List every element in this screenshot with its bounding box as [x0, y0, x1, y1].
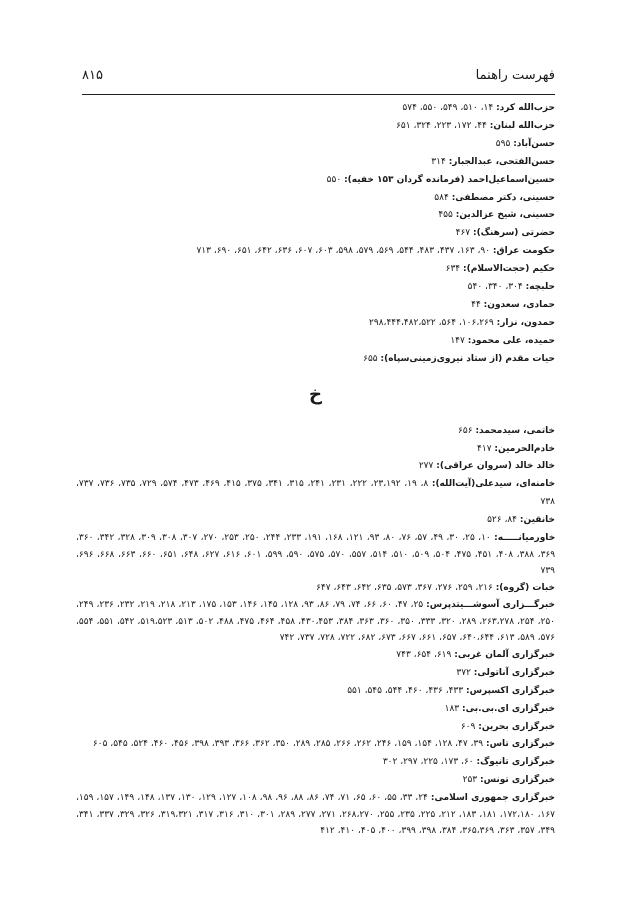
index-entry: [76, 315, 555, 333]
index-section-kha: [76, 423, 555, 840]
index-term: حسین‌اسماعیل‌احمد (فرمانده گردان ۱۵۳ خفیه):: [344, 174, 555, 185]
index-page-refs: ۴۳۳، ۴۳۶، ۴۶۰، ۵۴۴، ۵۴۵، ۵۵۱: [347, 685, 466, 696]
index-entry: [76, 790, 555, 840]
index-term: حسن‌الفتحی، عبدالجبار:: [448, 156, 555, 167]
index-entry: [76, 772, 555, 790]
index-term: خبرگـــزاری آسوشـــیتدپرس:: [426, 600, 556, 611]
index-page-refs: ۵۵۰: [326, 174, 345, 185]
index-entry: [76, 441, 555, 459]
index-entry: [76, 512, 555, 530]
index-entry: [76, 333, 555, 351]
index-page-refs: ۶۵۵: [363, 353, 381, 364]
index-term: خانقین:: [519, 515, 555, 526]
index-page-refs: ۴۱۷: [477, 443, 495, 454]
index-entry: [76, 683, 555, 701]
index-entry: [76, 701, 555, 719]
index-entry: [76, 225, 555, 243]
index-entry: [76, 154, 555, 172]
index-term: خاورمیانـــــه:: [494, 533, 556, 544]
index-page-refs: ۶۳۴: [445, 264, 464, 275]
index-page-refs: ۶۱۹، ۶۵۴، ۷۴۳: [396, 649, 455, 660]
index-term: حمدون، نزار:: [496, 317, 555, 328]
index-entry: [76, 243, 555, 261]
index-page-refs: ۳۹، ۴۷، ۱۲۸، ۱۵۴، ۱۵۹، ۲۴۶، ۲۶۲، ۲۶۶، ۲۸۵، ۲۸۹، ۳۵۰، ۳۶۲، ۳۶۶، ۳۹۳، ۳۹۸، ۴۵۶، ۴۶۰، ۵۲۴، ۵۴۵، ۶۰۵: [92, 739, 486, 750]
index-term: حکومت عراق:: [492, 246, 555, 257]
index-term: حسینی، دکتر مصطفی:: [451, 192, 555, 203]
index-entry: [76, 118, 555, 136]
index-term: خبرگزاری تونس:: [480, 775, 555, 786]
index-page-refs: ۶۰۹: [460, 721, 479, 732]
index-term: حزب‌الله لبنان:: [489, 120, 555, 131]
index-entry: [76, 351, 555, 369]
index-entry: [76, 580, 555, 598]
index-term: حسن‌آباد:: [513, 138, 555, 149]
index-entry: [76, 136, 555, 154]
index-term: حزب‌الله کرد:: [496, 103, 555, 113]
index-term: حمیده، علی محمود:: [467, 335, 555, 346]
index-entry: [76, 647, 555, 665]
index-page-refs: ۶۰، ۱۷۳، ۲۲۵، ۲۹۷، ۳۰۲: [382, 757, 477, 768]
page-number: ۸۱۵: [82, 68, 103, 83]
index-body: [76, 100, 555, 840]
index-term: خامنه‌ای، سیدعلی(آیت‌الله):: [431, 479, 556, 490]
page-header: [82, 64, 555, 95]
index-term: حسینی، شیخ عزالدین:: [455, 210, 555, 221]
index-term: حیات مقدم (از ستاد نیروی‌زمینی‌سپاه):: [380, 353, 555, 364]
index-entry: [76, 100, 555, 118]
index-entry: [76, 297, 555, 315]
running-title: فهرست راهنما: [475, 68, 555, 83]
index-term: خبرگزاری آناتولی:: [473, 667, 555, 678]
index-term: خبرگزاری آلمان غربی:: [454, 649, 555, 660]
index-entry: [76, 279, 555, 297]
index-entry: [76, 172, 555, 190]
index-entry: [76, 597, 555, 647]
index-page-refs: ۵۸۴: [434, 192, 452, 203]
index-page-refs: ۲۵، ۴۷، ۶۰، ۶۶، ۷۴، ۷۹، ۸۶، ۹۳، ۱۲۸، ۱۴۵، ۱۴۶، ۱۵۳، ۱۷۵، ۲۱۳، ۲۱۸، ۲۱۹، ۲۳۲، ۲۳۶، ۲۴۹، ۲۵۰، ۲۵۴، ۲۶۳،۲۷۸، ۲۸۹، ۳۲۰، ۳۳۳، ۳۵۰، ۳۶۰، ۳۶۳، ۳۸۴، ۴۳۰،۴۵۳، ۴۵۸، ۴۶۴، ۴۷۵، ۴۸۸، ۵۰۲، ۵۱۳، ۵۱۹،۵۲۳، ۵۴۲، ۵۵۱، ۵۵۴، ۵۷۶، ۵۸۹، ۶۱۳، ۶۴۰،۶۴۴، ۶۵۷، ۶۶۱، ۶۶۷، ۶۷۳، ۶۸۲، ۷۲۲، ۷۲۸، ۷۳۷، ۷۴۲: [76, 600, 556, 644]
index-page-refs: ۴۶۷: [455, 228, 474, 239]
index-page-refs: ۴۴: [471, 299, 484, 310]
index-page-refs: ۸، ۱۹، ۲۳،۱۹۲، ۲۲۲، ۲۳۱، ۲۴۱، ۳۱۵، ۳۴۱، ۳۷۵، ۴۱۵، ۴۶۹، ۴۷۳، ۵۷۴، ۷۲۹، ۷۳۵، ۷۳۶، ۷۳۷، ۷۳۸: [76, 479, 555, 508]
index-entry: [76, 754, 555, 772]
index-term: خبرگزاری تانیوگ:: [476, 757, 555, 768]
index-section-ha: [76, 100, 555, 369]
index-page-refs: ۴۵۵: [438, 210, 456, 221]
index-entry: [76, 423, 555, 441]
index-term: خبرگزاری ای.بی.بی:: [462, 703, 555, 714]
index-page-refs: ۲۴، ۳۳، ۵۵، ۶۰، ۶۵، ۷۱، ۷۴، ۸۶، ۸۸، ۹۶، ۹۸، ۱۰۸، ۱۲۷، ۱۲۹، ۱۳۰، ۱۳۷، ۱۴۸، ۱۴۹، ۱۵۷، ۱۵۹، ۱۶۷، ۱۷۲،۱۸۰، ۱۸۱، ۱۸۳، ۲۱۲، ۲۲۵، ۲۳۵، ۲۵۵، ۲۶۸،۲۷۰، ۲۷۱، ۲۷۷، ۲۸۹، ۳۰۱، ۳۱۰، ۳۱۶، ۳۱۷، ۳۱۹،۳۲۱، ۳۲۶، ۳۲۹، ۳۳۷، ۳۴۱، ۳۴۹، ۳۵۷، ۳۶۳، ۳۶۵،۳۶۹، ۳۸۴، ۳۹۸، ۳۹۹، ۴۰۰، ۴۰۵، ۴۱۰، ۴۱۲: [76, 793, 556, 837]
section-letter-heading: خ: [309, 383, 322, 405]
index-term: حلبچه:: [525, 282, 555, 293]
index-entry: [76, 190, 555, 208]
index-term: خادم‌الحرمین:: [494, 443, 555, 454]
index-entry: [76, 665, 555, 683]
index-page-refs: ۱۴۷: [450, 335, 468, 346]
index-entry: [76, 736, 555, 754]
index-term: خبرگزاری بحرین:: [478, 721, 555, 732]
index-term: خبرگزاری جمهوری اسلامی:: [430, 793, 556, 804]
index-term: خبات (گروه):: [495, 582, 555, 593]
index-term: حمادی، سعدون:: [483, 299, 555, 310]
index-entry: [76, 458, 555, 476]
index-entry: [76, 719, 555, 737]
index-page-refs: ۳۱۴: [431, 156, 449, 167]
index-term: خبرگزاری تاس:: [485, 739, 555, 750]
index-term: خاتمی، سیدمحمد:: [475, 425, 555, 436]
index-entry: [76, 530, 555, 580]
index-page-refs: ۶۵۶: [458, 425, 476, 436]
index-page-refs: ۱۰، ۲۵، ۳۰، ۴۹، ۵۷، ۷۶، ۸۰، ۹۳، ۱۲۱، ۱۶۸، ۱۹۱، ۲۳۳، ۲۴۴، ۲۵۰، ۲۵۳، ۲۷۰، ۳۰۷، ۳۰۸، ۳۰۹، ۳۲۸، ۳۴۲، ۳۶۰، ۳۶۹، ۳۸۸، ۴۰۸، ۴۵۱، ۴۷۵، ۵۰۴، ۵۰۹، ۵۱۰، ۵۱۴، ۵۵۷، ۵۷۰، ۵۷۵، ۵۹۰، ۵۹۹، ۶۰۱، ۶۱۶، ۶۲۷، ۶۴۸، ۶۵۱، ۶۶۰، ۶۶۳، ۶۶۸، ۶۹۶، ۷۳۹: [76, 533, 556, 577]
index-page-refs: ۸۴، ۵۲۶: [487, 515, 520, 526]
index-page-refs: ۵۹۵: [495, 138, 514, 149]
index-term: خالد خالد (سروان عراقی):: [436, 461, 555, 472]
index-page-refs: ۹۰، ۱۶۳، ۴۳۷، ۴۸۳، ۵۴۴، ۵۶۹، ۵۷۹، ۵۹۸، ۶۰۳، ۶۰۷، ۶۳۶، ۶۴۲، ۶۵۱، ۶۹۰، ۷۱۳: [196, 246, 493, 257]
index-page-refs: ۲۵۳: [462, 775, 481, 786]
index-page-refs: ۲۱۶، ۲۵۹، ۲۷۶، ۳۶۷، ۵۷۳، ۶۳۵، ۶۴۲، ۶۴۳، ۶۴۷: [316, 582, 496, 593]
index-page-refs: ۲۷۷: [418, 461, 437, 472]
index-entry: [76, 207, 555, 225]
index-entry: [76, 476, 555, 512]
index-entry: [76, 261, 555, 279]
index-term: خبرگزاری اکسپرس:: [465, 685, 555, 696]
index-page-refs: ۳۷۲: [456, 667, 474, 678]
index-term: حضرتی (سرهنگ):: [473, 228, 555, 239]
index-page-refs: ۱۰۶،۲۶۹، ۵۶۴، ۲۹۸،۴۴۴،۴۸۲،۵۲۲: [369, 317, 497, 328]
index-page-refs: ۱۴، ۵۱۰، ۵۴۹، ۵۵۰، ۵۷۴: [402, 103, 497, 113]
index-page-refs: ۴۴، ۱۷۲، ۲۲۳، ۳۲۴، ۶۵۱: [396, 120, 490, 131]
index-page-refs: ۳۰۴، ۳۴۰، ۵۴۰: [467, 282, 526, 293]
index-term: حکیم (حجت‌الاسلام):: [463, 264, 555, 275]
index-page-refs: ۱۸۳: [444, 703, 463, 714]
